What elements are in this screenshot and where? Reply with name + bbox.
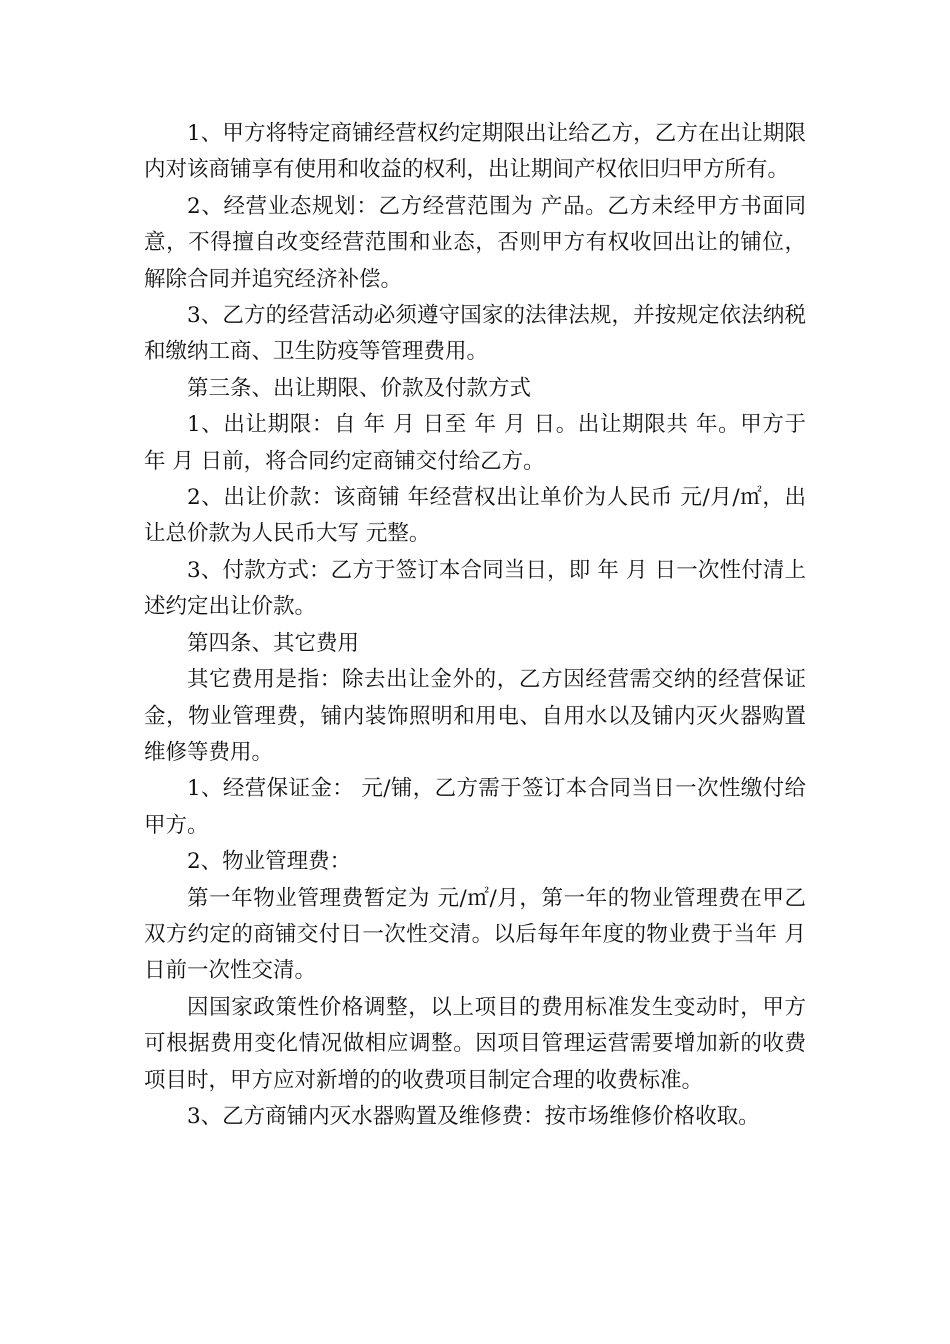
clause-transfer-rights: 1、甲方将特定商铺经营权约定期限出让给乙方，乙方在出让期限内对该商铺享有使用和收益的权利，出让期间产权依旧归甲方所有。	[144, 121, 806, 183]
clause-transfer-price: 2、出让价款：该商铺 年经营权出让单价为人民币 元/月/㎡，出让总价款为人民币大写 元整。	[144, 485, 806, 547]
clause-property-fee-detail: 第一年物业管理费暂定为 元/㎡/月，第一年的物业管理费在甲乙双方约定的商铺交付日一次性交清。以后每年年度的物业费于当年 月 日前一次性交清。	[144, 885, 806, 984]
clause-business-deposit: 1、经营保证金： 元/铺，乙方需于签订本合同当日一次性缴付给甲方。	[144, 776, 806, 838]
section-heading-article-4: 第四条、其它费用	[187, 630, 360, 656]
clause-property-fee-title: 2、物业管理费：	[187, 849, 352, 875]
clause-transfer-period: 1、出让期限：自 年 月 日至 年 月 日。出让期限共 年。甲方于 年 月 日前，将合同约定商铺交付给乙方。	[144, 412, 806, 474]
section-heading-article-3: 第三条、出让期限、价款及付款方式	[187, 375, 532, 401]
clause-other-fees-definition: 其它费用是指：除去出让金外的，乙方因经营需交纳的经营保证金，物业管理费，铺内装饰照明和用电、自用水以及铺内灭火器购置维修等费用。	[144, 667, 806, 765]
clause-extinguisher-fee: 3、乙方商铺内灭水器购置及维修费：按市场维修价格收取。	[187, 1103, 760, 1129]
clause-payment-method: 3、付款方式：乙方于签订本合同当日，即 年 月 日一次性付清上述约定出让价款。	[144, 557, 806, 620]
clause-legal-compliance: 3、乙方的经营活动必须遵守国家的法律法规，并按规定依法纳税和缴纳工商、卫生防疫等管理费用。	[144, 303, 806, 365]
document-body	[144, 116, 806, 1135]
clause-price-adjustment: 因国家政策性价格调整，以上项目的费用标准发生变动时，甲方可根据费用变化情况做相应调整。因项目管理运营需要增加新的收费项目时，甲方应对新增的的收费项目制定合理的收费标准。	[144, 994, 806, 1093]
clause-business-scope: 2、经营业态规划：乙方经营范围为 产品。乙方未经甲方书面同意，不得擅自改变经营范围和业态，否则甲方有权收回出让的铺位，解除合同并追究经济补偿。	[144, 193, 806, 292]
